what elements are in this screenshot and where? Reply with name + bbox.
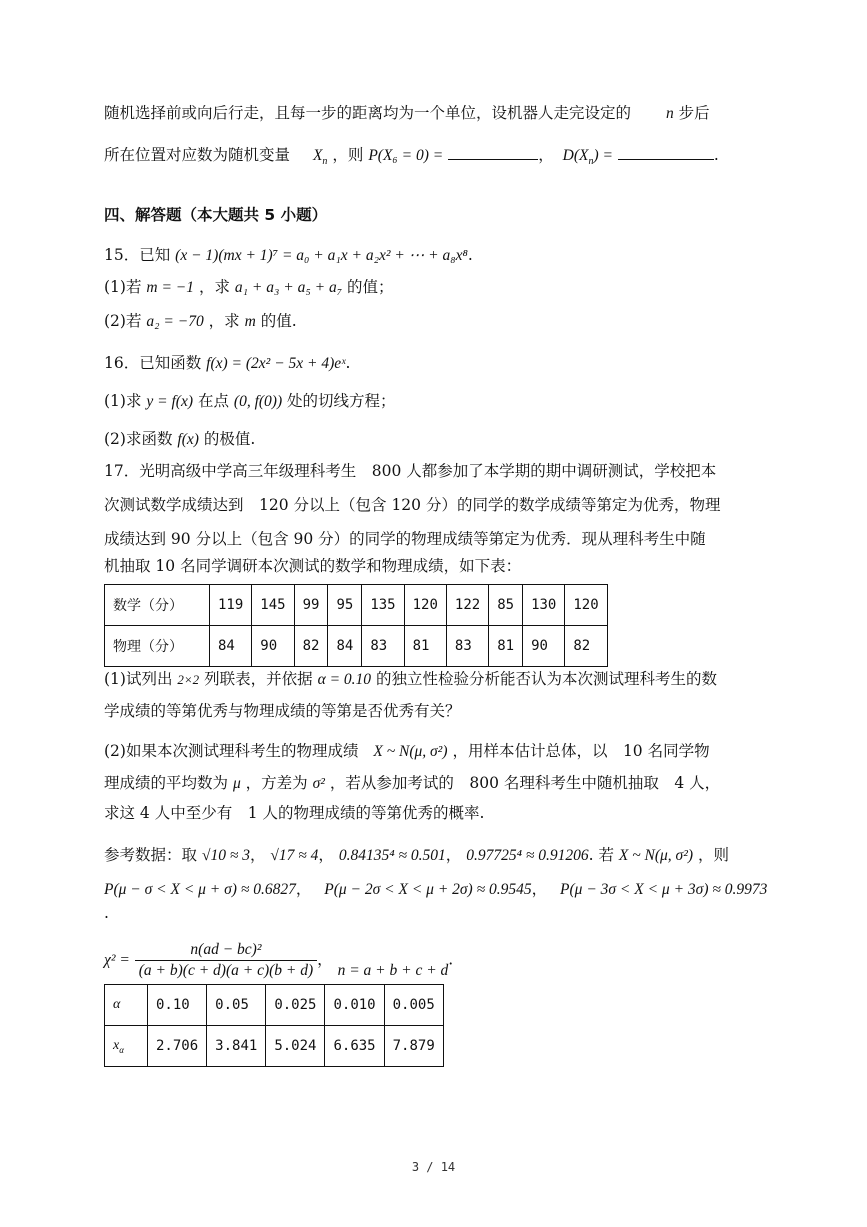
q16-p2-expr: f(x)	[177, 431, 199, 448]
table-cell: 6.635	[325, 1026, 384, 1067]
var-d-end: ) =	[593, 147, 613, 164]
chi-num: n(ad − bc)²	[135, 940, 317, 961]
q16-expr: f(x) = (2x² − 5x + 4)eˣ	[206, 355, 346, 372]
table-cell: 84	[328, 626, 362, 667]
q17-part2-l3: 求这 4 人中至少有 1 人的物理成绩的等第优秀的概率.	[104, 804, 485, 822]
q14-then: ，则	[332, 146, 364, 164]
page-number: 3 / 14	[411, 1160, 456, 1174]
q16-p2-b: 的极值.	[203, 430, 256, 448]
q14-text-2: 所在位置对应数为随机变量	[104, 146, 291, 164]
q16-part2	[104, 428, 255, 451]
row-label: 物理（分）	[105, 626, 210, 667]
q17-ref-4: 0.97725⁴ ≈ 0.91206	[466, 847, 589, 864]
q17-p2-a: (2)如果本次测试理科考生的物理成绩	[104, 742, 359, 760]
table-cell: 3.841	[207, 1026, 266, 1067]
q15-p1-m: m = −1	[146, 279, 195, 296]
q16-p1-a: (1)求	[104, 392, 142, 410]
q17-ref-3: 0.84135⁴ ≈ 0.501	[338, 847, 446, 864]
table-row	[105, 1026, 444, 1067]
table-cell: 81	[404, 626, 446, 667]
q14-text-end: 步后	[678, 104, 710, 122]
q15-expr: (x − 1)(mx + 1)⁷ = a₀ + a₁x + a₂x² + ⋯ + a₈x⁸	[175, 247, 468, 264]
q17-p2-c: 理成绩的平均数为	[104, 774, 229, 792]
q17-part2	[104, 740, 710, 763]
q16-p2-a: (2)求函数	[104, 430, 173, 448]
table-cell: 0.10	[148, 985, 207, 1026]
var-d-sub: n	[588, 156, 594, 168]
table-cell: 135	[362, 585, 404, 626]
q17-ref-a: 参考数据：取	[104, 846, 198, 864]
answer-blank-2[interactable]	[618, 141, 714, 160]
table-cell: 2.706	[148, 1026, 207, 1067]
q15-p1-c: 的值；	[347, 278, 394, 296]
q17-p1-a: (1)试列出	[104, 670, 173, 688]
q17-p2-dist: X ~ N(μ, σ²)	[373, 743, 448, 760]
q15-p2-b: ，求	[208, 312, 240, 330]
table-cell: 90	[523, 626, 565, 667]
q17-p2-d: ，方差为	[245, 774, 308, 792]
q17-ref-line: 参考数据：取 √10 ≈ 3， √17 ≈ 4， 0.84135⁴ ≈ 0.501， 0.97725⁴ ≈ 0.91206. 若 X ~ N(μ, σ²) ，则	[104, 846, 729, 864]
q15-p2-c: 的值.	[260, 312, 297, 330]
table-cell: 7.879	[384, 1026, 443, 1067]
table-cell: 95	[328, 585, 362, 626]
q17-p1-c: 的独立性检验分析能否认为本次测试理科考生的数	[376, 670, 718, 688]
q15-part1	[104, 276, 394, 299]
x-label-text: x	[113, 1037, 120, 1053]
q16-prefix: 16．已知函数	[104, 354, 202, 372]
q17-part2-l2	[104, 772, 720, 795]
table-cell: 85	[489, 585, 523, 626]
q15-prefix: 15．已知	[104, 246, 171, 264]
q14-line-1	[104, 102, 710, 125]
table-cell: 120	[404, 585, 446, 626]
table-cell: 81	[489, 626, 523, 667]
table-cell: 84	[210, 626, 252, 667]
var-xn-sub: n	[322, 156, 328, 168]
chi-formula: χ² = $\frac{\text{n(ad − bc)²}}{(a + b)(c + d)(a + c)(b + d)}$ ， n = a + b + c + d.	[104, 941, 454, 979]
q17-p3: 成绩达到 90 分以上（包含 90 分）的同学的物理成绩等第定为优秀．现从理科考生中随	[104, 530, 706, 548]
q16-part1	[104, 390, 396, 413]
table-cell: 0.010	[325, 985, 384, 1026]
table-cell: 119	[210, 585, 252, 626]
q17-p4: 机抽取 10 名同学调研本次测试的数学和物理成绩，如下表：	[104, 557, 522, 575]
q15-p2-expr: a₂ = −70	[146, 313, 204, 330]
q16-p1-b: 在点	[197, 392, 229, 410]
q17-p1-alpha: α = 0.10	[317, 671, 372, 688]
q17-prob1: P(μ − σ < X < μ + σ) ≈ 0.6827	[104, 881, 296, 898]
q17-ref-1: √10 ≈ 3	[201, 847, 250, 864]
chi-fraction	[135, 940, 317, 981]
table-cell: 90	[252, 626, 294, 667]
table-row	[105, 985, 444, 1026]
prob-expr: P(X₆ = 0) =	[368, 147, 444, 164]
q15-p2-a: (2)若	[104, 312, 142, 330]
x-label	[105, 1026, 148, 1067]
q17-p2-e: ，若从参加考试的 800 名理科考生中随机抽取 4 人，	[329, 774, 721, 792]
q16-p1-expr: y = f(x)	[146, 393, 194, 410]
chi-lhs: χ² =	[104, 951, 130, 969]
q17-part1	[104, 668, 717, 691]
table-cell: 83	[446, 626, 488, 667]
q17-ref-2: √17 ≈ 4	[270, 847, 319, 864]
var-xn: X	[312, 147, 323, 164]
critical-table	[104, 984, 444, 1067]
q16-p1-pt: (0, f(0))	[233, 393, 283, 410]
table-row	[105, 626, 608, 667]
q17-prob3: P(μ − 3σ < X < μ + 3σ) ≈ 0.9973	[560, 881, 768, 898]
table-cell: 145	[252, 585, 294, 626]
q14-line-2: 所在位置对应数为随机变量 $X_n$ ，则 P(X₆ = 0) = ， $D(X_n)$ = .	[104, 141, 719, 173]
q17-part1-cont: 学成绩的等第优秀与物理成绩的等第是否优秀有关？	[104, 702, 461, 720]
score-table	[104, 584, 608, 667]
table-cell: 99	[294, 585, 328, 626]
q14-text: 随机选择前或向后行走，且每一步的距离均为一个单位，设机器人走完设定的	[104, 104, 632, 122]
q15-p1-b: ，求	[198, 278, 230, 296]
q15-p1-a: (1)若	[104, 278, 142, 296]
table-cell: 122	[446, 585, 488, 626]
x-label-sub: α	[119, 1044, 124, 1055]
table-cell: 82	[294, 626, 328, 667]
table-cell: 0.005	[384, 985, 443, 1026]
row-label: 数学（分）	[105, 585, 210, 626]
table-cell: 0.025	[266, 985, 325, 1026]
q17-p2: 次测试数学成绩达到 120 分以上（包含 120 分）的同学的数学成绩等第定为优秀，物理	[104, 496, 721, 514]
table-cell: 83	[362, 626, 404, 667]
q15-stem: 15．已知 (x − 1)(mx + 1)⁷ = a₀ + a₁x + a₂x² + ⋯ + a₈x⁸.	[104, 246, 473, 264]
table-cell: 82	[565, 626, 607, 667]
section-heading: 四、解答题（本大题共 5 小题）	[104, 206, 328, 224]
q17-p2-b: ，用样本估计总体，以 10 名同学物	[452, 742, 710, 760]
var-d-expr: D(X	[562, 147, 589, 164]
answer-blank-1[interactable]	[448, 141, 538, 160]
q17-ref-dist: X ~ N(μ, σ²)	[618, 847, 694, 864]
q17-ref-b: 若	[598, 846, 614, 864]
q17-p1: 17．光明高级中学高三年级理科考生 800 人都参加了本学期的期中调研测试，学校把本	[104, 462, 717, 480]
q17-probs: P(μ − σ < X < μ + σ) ≈ 0.6827， P(μ − 2σ < X < μ + 2σ) ≈ 0.9545， P(μ − 3σ < X < μ + 3σ) ≈ 0.9973	[104, 880, 768, 898]
q17-ref-c: ，则	[697, 846, 729, 864]
q15-p2-m: m	[244, 313, 256, 330]
chi-n: n = a + b + c + d	[337, 962, 449, 979]
q17-p1-b: 列联表，并依据	[204, 670, 313, 688]
table-cell: 0.05	[207, 985, 266, 1026]
chi-den: (a + b)(c + d)(a + c)(b + d)	[138, 962, 314, 979]
q15-part2	[104, 310, 297, 333]
table-row	[105, 585, 608, 626]
q16-p1-c: 处的切线方程；	[287, 392, 396, 410]
table-cell: 130	[523, 585, 565, 626]
q15-p1-expr: a₁ + a₃ + a₅ + a₇	[234, 279, 343, 296]
q17-p1-2x2: 2×2	[177, 672, 200, 687]
q17-prob2: P(μ − 2σ < X < μ + 2σ) ≈ 0.9545	[324, 881, 532, 898]
q17-p2-sigma: σ²	[312, 775, 325, 792]
table-cell: 5.024	[266, 1026, 325, 1067]
q17-dot: .	[104, 904, 109, 922]
q16-stem: 16．已知函数 f(x) = (2x² − 5x + 4)eˣ.	[104, 354, 351, 372]
alpha-label: α	[105, 985, 148, 1026]
var-n: n	[665, 105, 674, 122]
q17-p2-mu: μ	[232, 775, 241, 792]
table-cell: 120	[565, 585, 607, 626]
